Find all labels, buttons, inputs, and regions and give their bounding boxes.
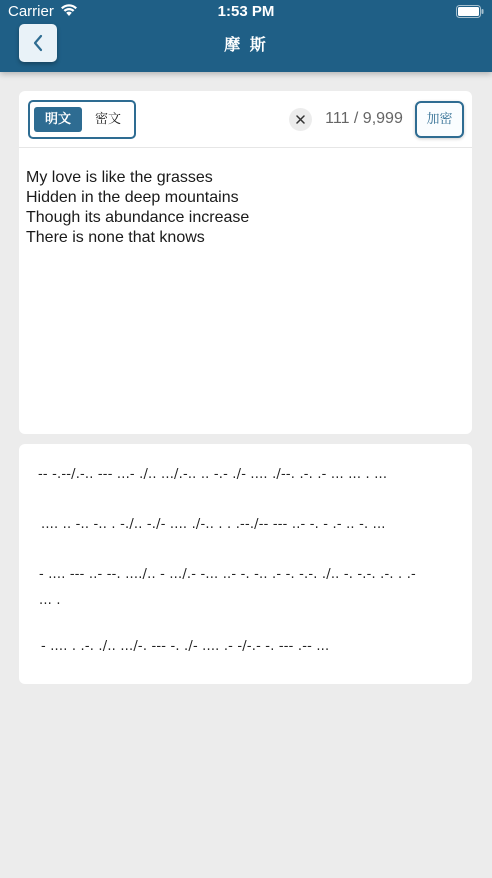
page-title: 摩 斯: [224, 35, 268, 54]
input-line: My love is like the grasses: [26, 169, 213, 186]
input-card: [19, 91, 472, 434]
navigation-bar: [0, 0, 492, 72]
carrier-label: Carrier: [8, 3, 54, 20]
mode-switch: [28, 100, 136, 139]
plaintext-input[interactable]: [26, 168, 466, 248]
status-bar: [0, 0, 492, 24]
input-line: There is none that knows: [26, 229, 205, 246]
morse-line: - .... . .-. ./.. .../-. --- -. ./- .... .- -/-.- -. --- .-- ...: [41, 639, 330, 654]
morse-output-card: [19, 444, 472, 684]
battery-icon: [456, 5, 484, 18]
input-toolbar: [19, 91, 472, 148]
input-line: Though its abundance increase: [26, 209, 250, 226]
tab-plaintext[interactable]: 明文: [34, 107, 82, 132]
clear-button[interactable]: [289, 108, 312, 131]
morse-line: -- -.--/.-.. --- ...- ./.. .../.-.. .. -.- ./- .... ./--. .-. .- ... ... . ...: [38, 467, 388, 482]
morse-line: - .... --- ..- --. ..../.. - .../.- -... ..- -. -.. .- -. -.-. ./.. -. -.-. .-. . .- ... .: [39, 567, 416, 608]
tab-ciphertext[interactable]: 密文: [94, 112, 121, 127]
encrypt-button[interactable]: 加密: [415, 101, 464, 138]
close-icon: [296, 115, 305, 124]
status-time: 1:53 PM: [217, 3, 275, 20]
morse-line: .... .. -.. -.. . -./.. -./- .... ./-.. . . .--./-- --- ..- -. - .- .. -. ...: [41, 517, 386, 532]
input-line: Hidden in the deep mountains: [26, 189, 239, 206]
character-counter: 111 / 9,999: [325, 110, 403, 127]
